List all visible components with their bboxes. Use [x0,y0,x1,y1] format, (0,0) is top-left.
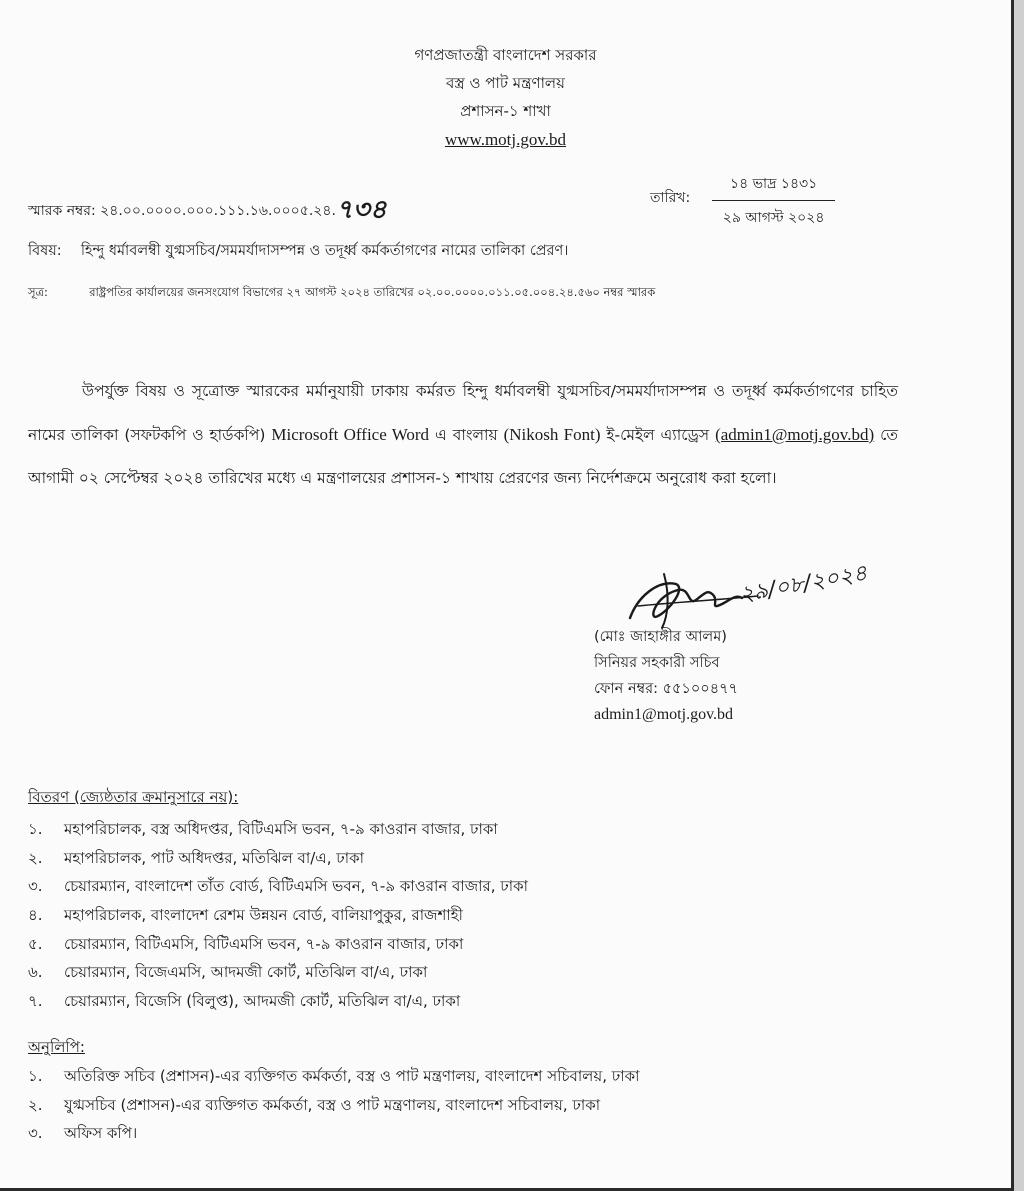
list-item: ৬. চেয়ারম্যান, বিজেএমসি, আদমজী কোর্ট, মতিঝিল বা/এ, ঢাকা [28,963,428,982]
list-item: ১. অতিরিক্ত সচিব (প্রশাসন)-এর ব্যক্তিগত কর্মকর্তা, বস্ত্র ও পাট মন্ত্রণালয়, বাংলাদেশ সচিবালয়, ঢাকা [28,1067,640,1085]
reference-text: রাষ্ট্রপতির কার্যালয়ের জনসংযোগ বিভাগের ২৭ আগস্ট ২০২৪ তারিখের ০২.০০.০০০০.০১১.০৫.০০৪.২৪.৫৬০ নম্বর স্মারক [89,285,656,299]
memo-label: স্মারক নম্বর: [28,203,96,219]
list-item: ৩. চেয়ারম্যান, বাংলাদেশ তাঁত বোর্ড, বিটিএমসি ভবন, ৭-৯ কাওরান বাজার, ঢাকা [28,877,528,896]
body-text-1: উপর্যুক্ত বিষয় ও সূত্রোক্ত স্মারকের মর্মানুযায়ী ঢাকায় কর্মরত হিন্দু ধর্মাবলম্বী যুগ্মসচিব/সমমর্যাদাসম্পন্ন ও তদূর্ধ্ব কর্মকর্তাগণের চাহিত নামের তালিকা (সফটকপি ও হার্ডকপি) [28,382,898,444]
date-block [712,172,835,230]
list-item: ২. মহাপরিচালক, পাট অধিদপ্তর, মতিঝিল বা/এ, ঢাকা [28,848,364,867]
reference-label: সূত্র: [28,285,48,299]
body-software: Microsoft Office Word [271,425,430,444]
date-gregorian: ২৯ আগস্ট ২০২৪ [722,210,825,226]
list-item: ১. মহাপরিচালক, বস্ত্র অধিদপ্তর, বিটিএমসি ভবন, ৭-৯ কাওরান বাজার, ঢাকা [28,820,498,838]
distribution-list [28,815,528,1016]
ministry-website: www.motj.gov.bd [444,130,567,149]
signatory-designation: সিনিয়র সহকারী সচিব [594,655,720,671]
list-item: ৭. চেয়ারম্যান, বিজেসি (বিলুপ্ত), আদমজী কোর্ট, মতিঝিল বা/এ, ঢাকা [28,992,461,1011]
memo-number: ২৪.০০.০০০০.০০০.১১১.১৬.০০০৫.২৪. [100,203,336,219]
date-bangla: ১৪ ভাদ্র ১৪৩১ [712,172,835,201]
list-item: ৩. অফিস কপি। [28,1124,138,1143]
ministry-name: বস্ত্র ও পাট মন্ত্রণালয় [446,74,565,92]
memo-handwritten-number: ৭৩৪ [335,195,387,225]
copies-list [28,1062,639,1148]
subject-label: বিষয়: [28,243,62,259]
body-email: (admin1@motj.gov.bd) [715,425,875,444]
list-item: ২. যুগ্মসচিব (প্রশাসন)-এর ব্যক্তিগত কর্মকর্তা, বস্ত্র ও পাট মন্ত্রণালয়, বাংলাদেশ সচিবালয়, ঢাকা [28,1095,601,1114]
copies-heading: অনুলিপি: [28,1038,85,1056]
signature-date: ২৯/০৮/২০২৪ [737,560,870,608]
signatory-phone: ফোন নম্বর: ৫৫১০০৪৭৭ [594,681,738,697]
signatory-email: admin1@motj.gov.bd [594,706,734,723]
distribution-heading: বিতরণ (জ্যেষ্ঠতার ক্রমানুসারে নয়): [28,788,239,806]
government-title: গণপ্রজাতন্ত্রী বাংলাদেশ সরকার [414,46,597,64]
memo-line [28,186,387,230]
branch-name: প্রশাসন-১ শাখা [460,102,551,120]
signatory-name: (মোঃ জাহাঙ্গীর আলম) [594,629,727,645]
body-text-3: ই-মেইল এ্যাড্রেস [606,426,710,444]
date-label: তারিখ: [650,190,691,206]
list-item: ৪. মহাপরিচালক, বাংলাদেশ রেশম উন্নয়ন বোর্ড, বালিয়াপুকুর, রাজশাহী [28,906,463,925]
signature-block [594,624,738,728]
body-text-2: এ বাংলায় [434,426,498,444]
body-font-name: (Nikosh Font) [503,425,601,444]
reference-line [28,284,655,303]
subject-line [28,240,568,264]
list-item: ৫. চেয়ারম্যান, বিটিএমসি, বিটিএমসি ভবন, ৭-৯ কাওরান বাজার, ঢাকা [28,934,464,953]
subject-text: হিন্দু ধর্মাবলম্বী যুগ্মসচিব/সমমর্যাদাসম্পন্ন ও তদূর্ধ্ব কর্মকর্তাগণের নামের তালিকা প্রেরণ। [80,243,569,259]
body-text-4: তে আগামী ০২ সেপ্টেম্বর ২০২৪ তারিখের মধ্যে এ মন্ত্রণালয়ের প্রশাসন-১ শাখায় প্রেরণের জন্য নির্দেশক্রমে অনুরোধ করা হলো। [28,426,898,487]
body-paragraph [28,370,898,500]
